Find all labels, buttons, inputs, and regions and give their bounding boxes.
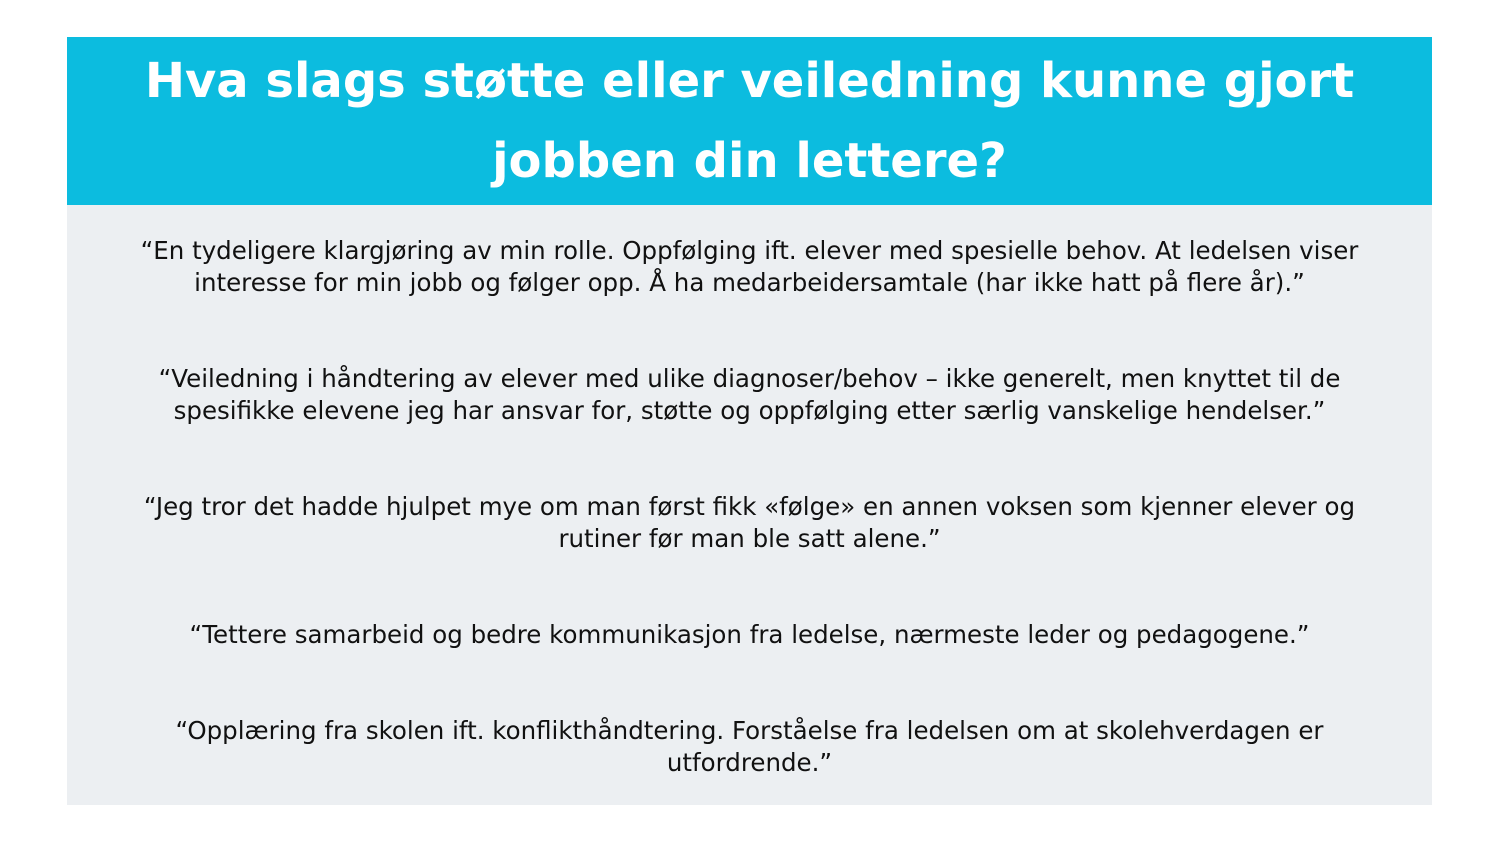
title-banner	[67, 37, 1432, 205]
quote-item: “Jeg tror det hadde hjulpet mye om man først fikk «følge» en annen voksen som kjenner elever og rutiner før man ble satt alene.”	[143, 492, 1356, 553]
quote-item: “En tydeligere klargjøring av min rolle. Oppfølging ift. elever med spesielle behov. At ledelsen viser interesse for min jobb og følger opp. Å ha medarbeidersamtale (har ikke hatt på flere år).”	[140, 236, 1359, 297]
quote-item: “Veiledning i håndtering av elever med ulike diagnoser/behov – ikke generelt, men knyttet til de spesifikke elevene jeg har ansvar for, støtte og oppfølging etter særlig vanskelige hendelser.”	[158, 364, 1341, 425]
quote-item: “Tettere samarbeid og bedre kommunikasjon fra ledelse, nærmeste leder og pedagogene.”	[189, 620, 1310, 649]
quote-item: “Opplæring fra skolen ift. konflikthåndtering. Forståelse fra ledelsen om at skolehverdagen er utfordrende.”	[175, 716, 1324, 777]
quote-list	[107, 235, 1392, 779]
slide-title: Hva slags støtte eller veiledning kunne gjort jobben din lettere?	[144, 53, 1355, 189]
quotes-panel	[67, 205, 1432, 805]
